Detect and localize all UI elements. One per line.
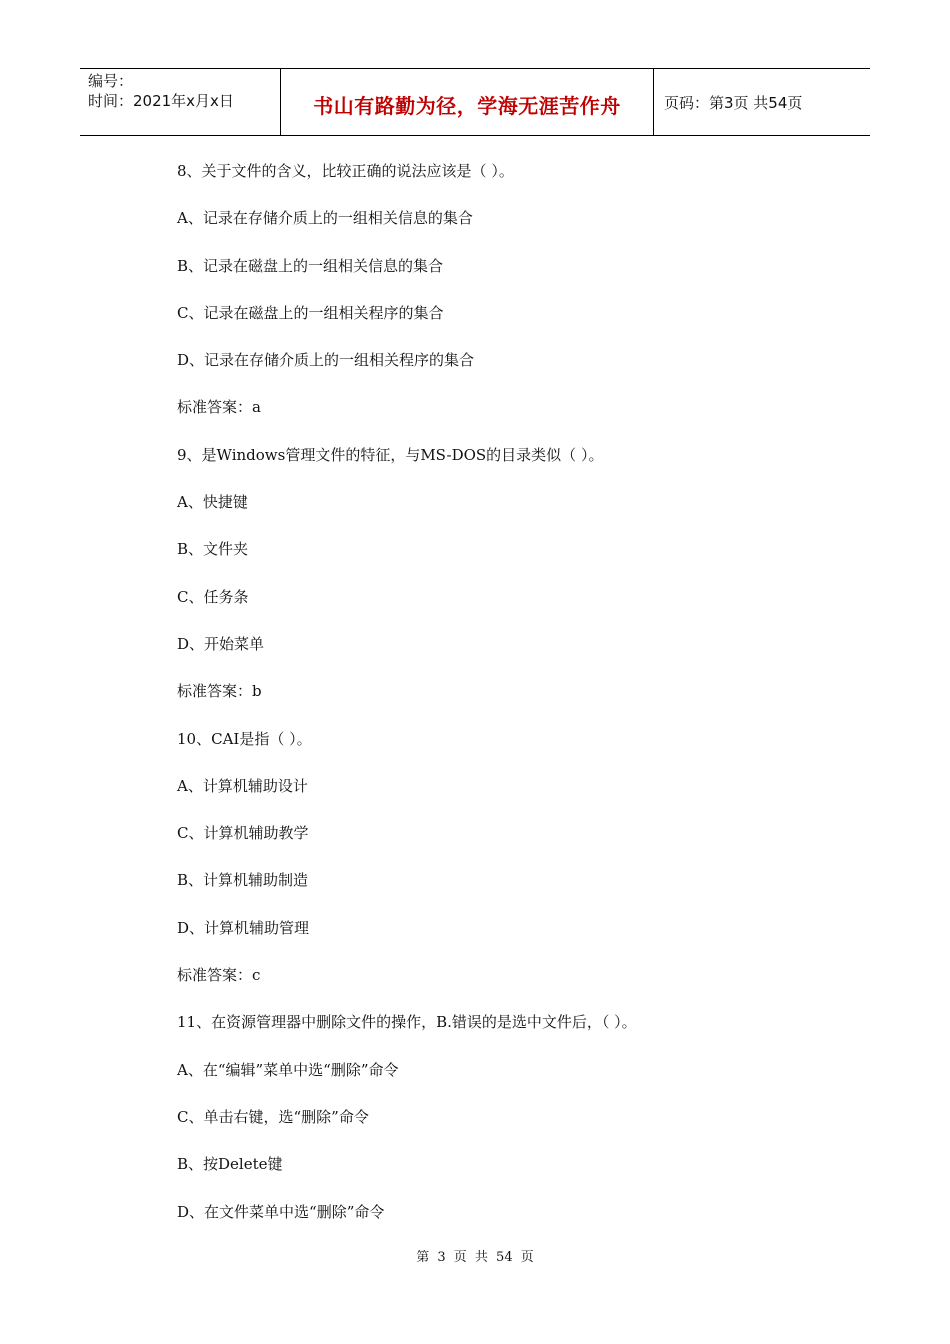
- header-motto: 书山有路勤为径，学海无涯苦作舟: [281, 69, 654, 135]
- page-footer: 第 3 页 共 54 页: [416, 1250, 534, 1265]
- option-line: D、计算机辅助管理: [177, 918, 310, 937]
- option-line: B、按Delete键: [177, 1155, 283, 1174]
- question-9: 9、是Windows管理文件的特征，与MS-DOS的目录类似（ ）。: [177, 445, 604, 464]
- option-line: A、记录在存储介质上的一组相关信息的集合: [177, 209, 473, 228]
- option-line: A、在“编辑”菜单中选“删除”命令: [177, 1060, 399, 1079]
- option-line: A、计算机辅助设计: [177, 776, 308, 795]
- answer-line: 标准答案：c: [177, 966, 261, 985]
- question-8: 8、关于文件的含义，比较正确的说法应该是（ ）。: [177, 162, 514, 180]
- option-line: D、在文件菜单中选“删除”命令: [177, 1202, 385, 1221]
- option-line: D、记录在存储介质上的一组相关程序的集合: [177, 351, 475, 370]
- header-meta: [80, 69, 281, 135]
- header-number-label: 编号：: [88, 72, 134, 90]
- option-line: C、计算机辅助教学: [177, 824, 309, 843]
- option-line: C、记录在磁盘上的一组相关程序的集合: [177, 303, 444, 322]
- option-line: B、记录在磁盘上的一组相关信息的集合: [177, 256, 444, 275]
- answer-line: 标准答案：b: [177, 682, 262, 701]
- document-body: [177, 158, 827, 1246]
- header-page-info: 页码：第3页 共54页: [664, 93, 803, 112]
- option-line: A、快捷键: [177, 493, 248, 512]
- question-10: 10、CAI是指（ ）。: [177, 729, 312, 748]
- option-line: B、文件夹: [177, 540, 249, 559]
- option-line: C、任务条: [177, 587, 249, 606]
- option-line: D、开始菜单: [177, 634, 265, 653]
- option-line: C、单击右键，选“删除”命令: [177, 1107, 369, 1126]
- header-time-label: 时间：2021年x月x日: [88, 92, 234, 110]
- question-11: 11、在资源管理器中删除文件的操作，B.错误的是选中文件后，（ ）。: [177, 1013, 637, 1032]
- option-line: B、计算机辅助制造: [177, 871, 309, 890]
- answer-line: 标准答案：a: [177, 398, 261, 417]
- page-header: [80, 68, 870, 136]
